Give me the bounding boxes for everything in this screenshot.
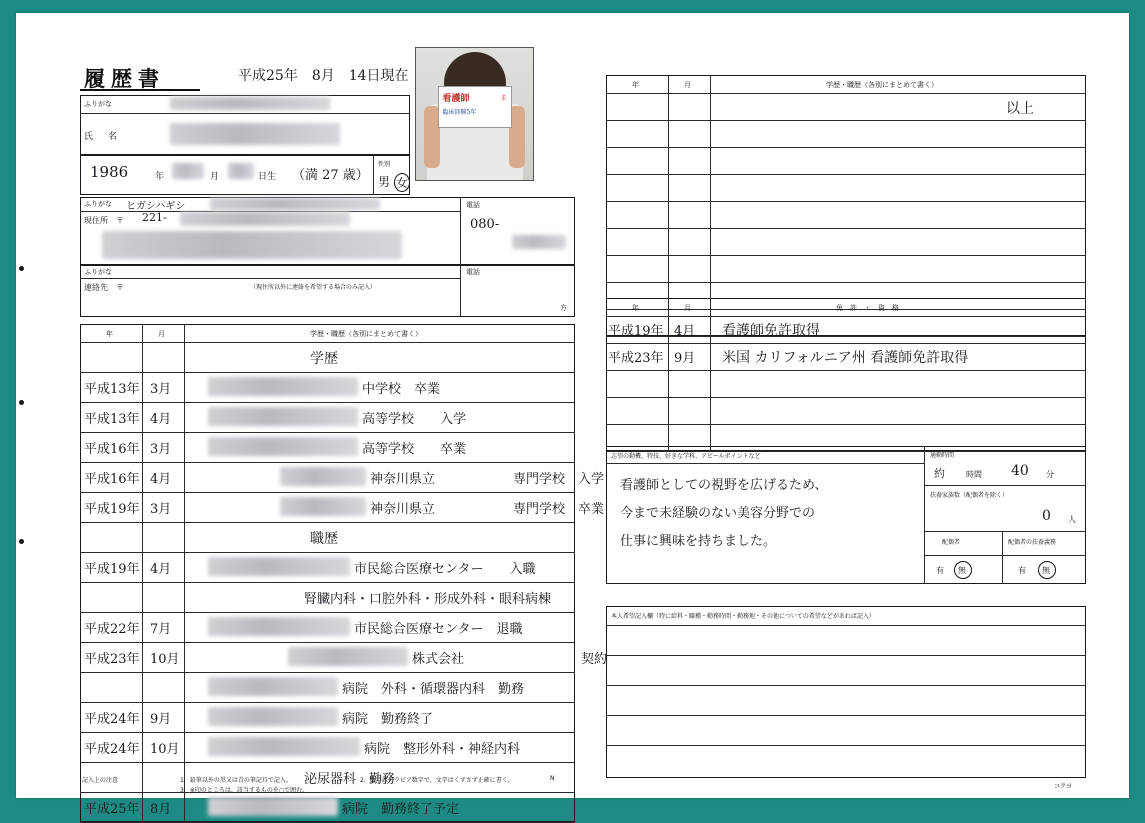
remarks-line-1 [606,655,1086,656]
license-col-month: 月 [684,304,691,312]
history-row-month-5: 4月 [150,562,172,577]
license-row-text-0: 看護師免許取得 [722,323,820,339]
history-row-year-7: 平成22年 [84,622,140,637]
history2-header-divider [606,93,1086,94]
history-row-redacted-7 [208,617,350,636]
remarks-line-2 [606,685,1086,686]
sex-female-circled: 女 [394,173,410,192]
name-divider [80,113,410,114]
history2-row-divider-6 [606,282,1086,283]
remarks-header: 本人希望記入欄（特に給料・職種・勤務時間・勤務地・その他についての希望などがあれば記入） [611,613,875,620]
postal-value: 221- [142,211,167,224]
history-section-gakureki: 学歴 [310,351,338,367]
history-row-text-11: 病院 整形外科・神経内科 [364,742,521,757]
history-row-month-2: 3月 [150,442,172,457]
address-value-redacted [102,231,402,259]
license-row-divider-3 [606,424,1086,425]
spouse-support-no-circled: 無 [1042,566,1050,575]
name-label: 氏 名 [84,132,121,142]
commute-unit: 分 [1046,470,1054,479]
sex-divider [373,155,374,195]
history-row-redacted-2 [208,437,358,456]
history-row-divider-9 [80,672,575,673]
spouse-header-divider [924,555,1086,556]
history-row-divider-13 [80,792,575,793]
license-row-divider-2 [606,397,1086,398]
punch-hole-2 [19,400,24,405]
contact-tel-label: 電話 [466,268,480,276]
commute-hour-label: 時間 [966,470,982,479]
motivation-right-divider [924,446,925,584]
applicant-photo [415,47,534,181]
license-col-title: 免 許 ・ 資 格 [836,304,899,312]
dependents-value: 0 [1042,508,1051,524]
history-row-redacted-13 [208,797,338,816]
motivation-line-3: 仕事に興味を持ちました。 [620,534,777,549]
history-row-divider-12 [80,762,575,763]
history-col-title: 学歴・職歴（各別にまとめて書く） [310,330,422,338]
history-row-year-3: 平成16年 [84,472,140,487]
footnote-mark: N [550,775,555,782]
tel-redacted [512,235,566,249]
spouse-support-no-circle-mark [1038,561,1056,579]
spouse-no-circled: 無 [958,566,966,575]
commute-divider [924,485,1086,486]
dependents-divider [924,531,1086,532]
postal-redacted [180,212,350,226]
name-value-redacted [170,123,340,145]
history-row-month-3: 4月 [150,472,172,487]
contact-note: （現住所以外に連絡を希望する場合のみ記入） [250,284,377,291]
photo-card-line2: 臨床経験5年 [442,109,477,116]
dependents-unit: 人 [1068,515,1076,524]
history-row-divider-5 [80,522,575,523]
contact-tel-suffix: 方 [560,304,567,312]
spouse-header: 配偶者 [942,539,961,546]
spouse-yes: 有 [936,566,944,575]
history2-row-divider-1 [606,147,1086,148]
address-furigana-value: ヒガシハギシ [126,201,186,212]
history-row-text-9: 病院 外科・循環器内科 勤務 [342,682,525,697]
birth-day-unit: 日生 [258,172,277,182]
punch-hole-3 [19,539,24,544]
history-row-month-0: 3月 [150,382,172,397]
history-row-year-11: 平成24年 [84,742,140,757]
history-row-divider-0 [80,372,575,373]
license-row-divider-0 [606,343,1086,344]
history-row-year-5: 平成19年 [84,562,140,577]
history-row-redacted-10 [208,707,338,726]
history-row-month-4: 3月 [150,502,172,517]
history2-row-divider-4 [606,228,1086,229]
license-month-col-divider [710,298,711,451]
footnote-item-3: 3．※印のところは、該当するものを○で囲む。 [180,787,309,794]
commute-header: 通勤時間 [930,452,955,459]
history-month-col-divider [184,324,185,822]
history-row-redacted-9 [208,677,338,696]
contact-tel-divider [460,265,461,317]
resume-left-page [60,35,608,817]
birth-month-redacted [172,163,204,179]
history-row-text-0: 中学校 卒業 [362,382,441,397]
history2-year-col-divider [668,75,669,336]
history-row-divider-3 [80,462,575,463]
history-section-divider [80,552,575,553]
history-row-month-7: 7月 [150,622,172,637]
license-col-year: 年 [632,304,639,312]
tel-label: 電話 [466,201,480,209]
history-row-text-5: 市民総合医療センター 入職 [354,562,536,577]
birth-day-redacted [228,163,254,179]
page-title: 履歴書 [84,66,165,91]
history-row-month-11: 10月 [150,742,180,757]
history-row-year-4: 平成19年 [84,502,140,517]
history-row-text-2: 高等学校 卒業 [362,442,467,457]
history2-row-divider-2 [606,174,1086,175]
remarks-header-divider [606,625,1086,626]
history-header-divider [80,342,575,343]
spouse-support-header: 配偶者の扶養義務 [1008,539,1057,546]
photo-card-line1: 看護師 [442,94,470,104]
motivation-line-1: 看護師としての視野を広げるため、 [620,478,828,493]
license-row-month-0: 4月 [674,324,696,339]
name-furigana-label: ふりがな [84,100,112,108]
brand-label: コクヨ [1054,783,1073,790]
address-label: 現住所 〒 [84,216,124,225]
footnote-item-1: 1．鉛筆以外の黒又は青の筆記具で記入。 [180,777,292,784]
title-underline [80,89,200,91]
sex-male: 男 [378,175,391,189]
history-row-divider-7 [80,612,575,613]
history-row-divider-1 [80,402,575,403]
history2-row-divider-3 [606,201,1086,202]
spouse-no-circle-mark [954,561,972,579]
license-row-year-0: 平成19年 [608,324,664,339]
history-row-divider-11 [80,732,575,733]
birth-year-unit: 年 [155,172,165,182]
tel-value: 080- [470,217,500,232]
history-row-year-1: 平成13年 [84,412,140,427]
sex-label: 性別 [378,161,391,168]
history-row-text-4: 神奈川県立 専門学校 卒業 [370,502,605,517]
contact-furigana-divider [80,278,460,279]
remarks-line-4 [606,745,1086,746]
history-row-year-8: 平成23年 [84,652,140,667]
history-row-divider-2 [80,432,575,433]
contact-furigana-label: ふりがな [84,268,112,276]
history-row-year-0: 平成13年 [84,382,140,397]
name-furigana-redacted [170,97,330,110]
spouse-support-yes: 有 [1018,566,1026,575]
commute-prefix: 約 [934,467,945,480]
history-row-text-6: 腎臓内科・口腔外科・形成外科・眼科病棟 [304,592,552,607]
contact-block [80,265,575,317]
history-row-divider-8 [80,642,575,643]
history-row-redacted-0 [208,377,358,396]
footnote-item-2: 2．数字はアラビア数字で、文字はくずさず正確に書く。 [360,777,514,784]
history-row-text-3: 神奈川県立 専門学校 入学 [370,472,605,487]
license-header-divider [606,316,1086,317]
punch-hole-1 [19,266,24,271]
history2-col-year: 年 [632,81,639,89]
history2-month-col-divider [710,75,711,336]
photo-card-mark: 求 [500,95,507,102]
motivation-line-2: 今まで未経験のない美容分野での [620,506,816,521]
history-row-divider-10 [80,702,575,703]
address-furigana-redacted [210,198,380,210]
history2-row-divider-0 [606,120,1086,121]
history2-row-divider-5 [606,255,1086,256]
history-row-month-8: 10月 [150,652,180,667]
birth-month-unit: 月 [210,172,220,182]
contact-label: 連絡先 〒 [84,283,124,292]
history2-end-text: 以上 [1006,101,1034,117]
history-col-month: 月 [158,330,165,338]
spouse-split-divider [1002,531,1003,584]
history-row-text-7: 市民総合医療センター 退職 [354,622,523,637]
license-year-col-divider [668,298,669,451]
history-row-text-12: 泌尿器科 勤務 [304,772,396,787]
history2-col-title: 学歴・職歴（各別にまとめて書く） [826,81,938,89]
dependents-header: 扶養家族数（配偶者を除く） [930,492,1009,499]
history-year-col-divider [142,324,143,822]
history-col-year: 年 [106,330,113,338]
history-row-redacted-1 [208,407,358,426]
history-row-month-1: 4月 [150,412,172,427]
commute-minutes: 40 [1011,463,1029,479]
history-row-redacted-4 [280,497,366,516]
history-row-divider-4 [80,492,575,493]
license-row-year-1: 平成23年 [608,351,664,366]
address-tel-divider [460,197,461,265]
remarks-line-3 [606,715,1086,716]
license-row-month-1: 9月 [674,351,696,366]
motivation-header-divider [606,463,924,464]
date-written: 平成25年 8月 14日現在 [238,68,409,84]
history-row-month-13: 8月 [150,802,172,817]
license-row-divider-1 [606,370,1086,371]
license-row-text-1: 米国 カリフォルニア州 看護師免許取得 [722,350,969,366]
scanned-resume-page [16,13,1129,817]
photo-held-card [438,86,512,128]
history2-col-month: 月 [684,81,691,89]
history-row-redacted-5 [208,557,350,576]
history-row-redacted-8 [288,647,408,666]
history-row-redacted-11 [208,737,360,756]
history-section-shokureki: 職歴 [310,531,338,547]
history-row-year-2: 平成16年 [84,442,140,457]
age-text: （満 27 歳） [292,168,369,183]
history-row-divider-6 [80,582,575,583]
birth-year-value: 1986 [90,163,129,181]
motivation-header: 志望の動機、特技、好きな学科、アピールポイントなど [611,453,761,460]
history-row-text-1: 高等学校 入学 [362,412,467,427]
history-row-year-13: 平成25年 [84,802,140,817]
history-row-redacted-3 [280,467,366,486]
history-row-text-10: 病院 勤務終了 [342,712,434,727]
footnote-title: 記入上の注意 [82,777,119,784]
remarks-block [606,606,1086,778]
history-row-year-10: 平成24年 [84,712,140,727]
address-furigana-label: ふりがな [84,200,112,208]
history-row-month-10: 9月 [150,712,172,727]
history-row-text-8: 株式会社 契約 [412,652,608,667]
resume-right-page [606,53,1086,790]
history-row-text-13: 病院 勤務終了予定 [342,802,460,817]
